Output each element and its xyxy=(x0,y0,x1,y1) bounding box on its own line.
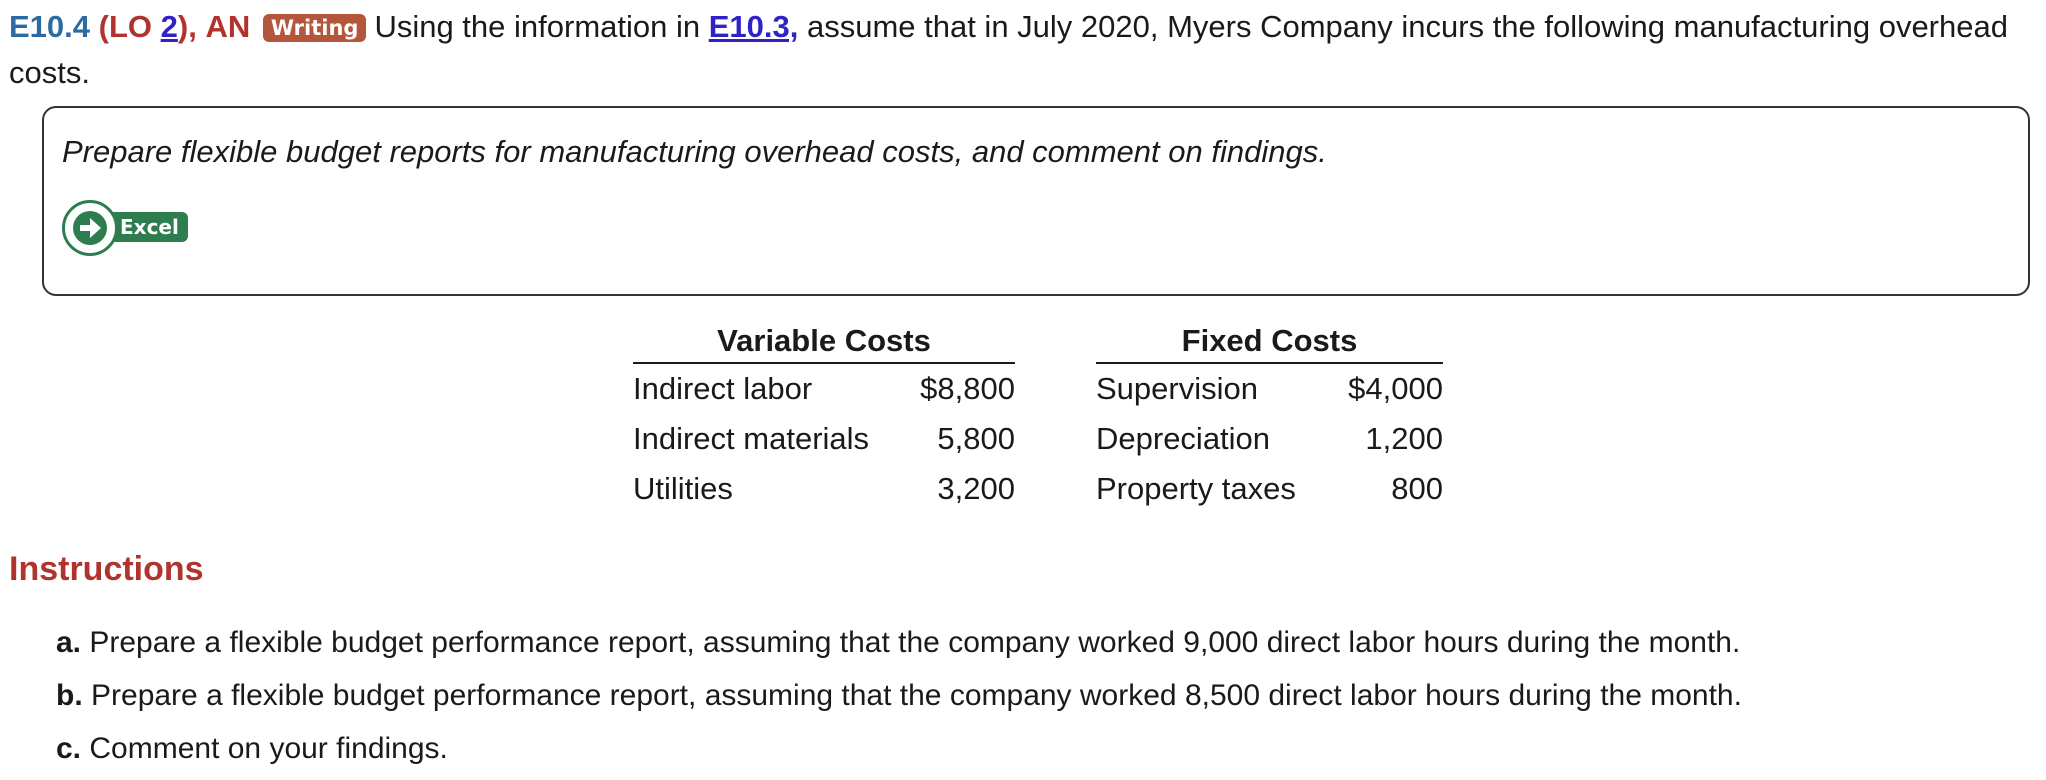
learning-objective xyxy=(99,9,197,44)
instruction-letter: c. xyxy=(56,732,82,765)
instructions-heading: Instructions xyxy=(9,550,204,588)
arrow-right-icon xyxy=(62,200,118,256)
writing-badge: Writing xyxy=(263,14,367,42)
instruction-item xyxy=(56,732,448,766)
intro-text-start: Using the information in xyxy=(374,9,709,44)
fixed-costs-header: Fixed Costs xyxy=(1096,322,1443,364)
variable-cost-value: 3,200 xyxy=(937,471,1015,506)
instruction-text: Comment on your findings. xyxy=(81,732,448,765)
fixed-cost-label: Property taxes xyxy=(1096,471,1296,506)
variable-cost-value: 5,800 xyxy=(937,421,1015,456)
an-label: AN xyxy=(205,9,251,44)
instruction-text: Prepare a flexible budget performance report, assuming that the company worked 9,000 direct labor hours during the month. xyxy=(81,626,1741,659)
exercise-number: E10.4 xyxy=(9,9,91,44)
variable-cost-label: Indirect labor xyxy=(633,371,813,406)
instruction-text: Prepare a flexible budget performance report, assuming that the company worked 8,500 direct labor hours during the month. xyxy=(82,679,1742,712)
lo-open: (LO xyxy=(98,9,161,44)
exercise-intro xyxy=(9,4,2029,96)
variable-cost-label: Indirect materials xyxy=(633,421,870,456)
intro-text-end: assume that in July 2020, Myers Company incurs the following manufacturing overhead costs. xyxy=(9,9,2008,90)
fixed-cost-label: Supervision xyxy=(1096,371,1258,406)
objective-box xyxy=(42,106,2030,296)
variable-cost-value: $8,800 xyxy=(920,371,1015,406)
instruction-item xyxy=(56,626,1740,660)
objective-text: Prepare flexible budget reports for manufacturing overhead costs, and comment on findings. xyxy=(62,134,1327,169)
lo-link[interactable]: 2 xyxy=(160,9,178,44)
fixed-cost-label: Depreciation xyxy=(1096,421,1271,456)
fixed-cost-value: 800 xyxy=(1391,471,1443,506)
fixed-cost-value: $4,000 xyxy=(1348,371,1443,406)
fixed-cost-value: 1,200 xyxy=(1365,421,1443,456)
excel-label: Excel xyxy=(104,212,188,242)
lo-close: ), xyxy=(177,9,197,44)
cost-table xyxy=(633,318,1443,518)
variable-costs-header: Variable Costs xyxy=(633,322,1015,364)
e10-3-link[interactable]: E10.3, xyxy=(708,9,799,44)
instruction-letter: a. xyxy=(56,626,82,659)
instruction-item xyxy=(56,679,1742,713)
variable-cost-label: Utilities xyxy=(633,471,733,506)
instruction-letter: b. xyxy=(56,679,83,712)
